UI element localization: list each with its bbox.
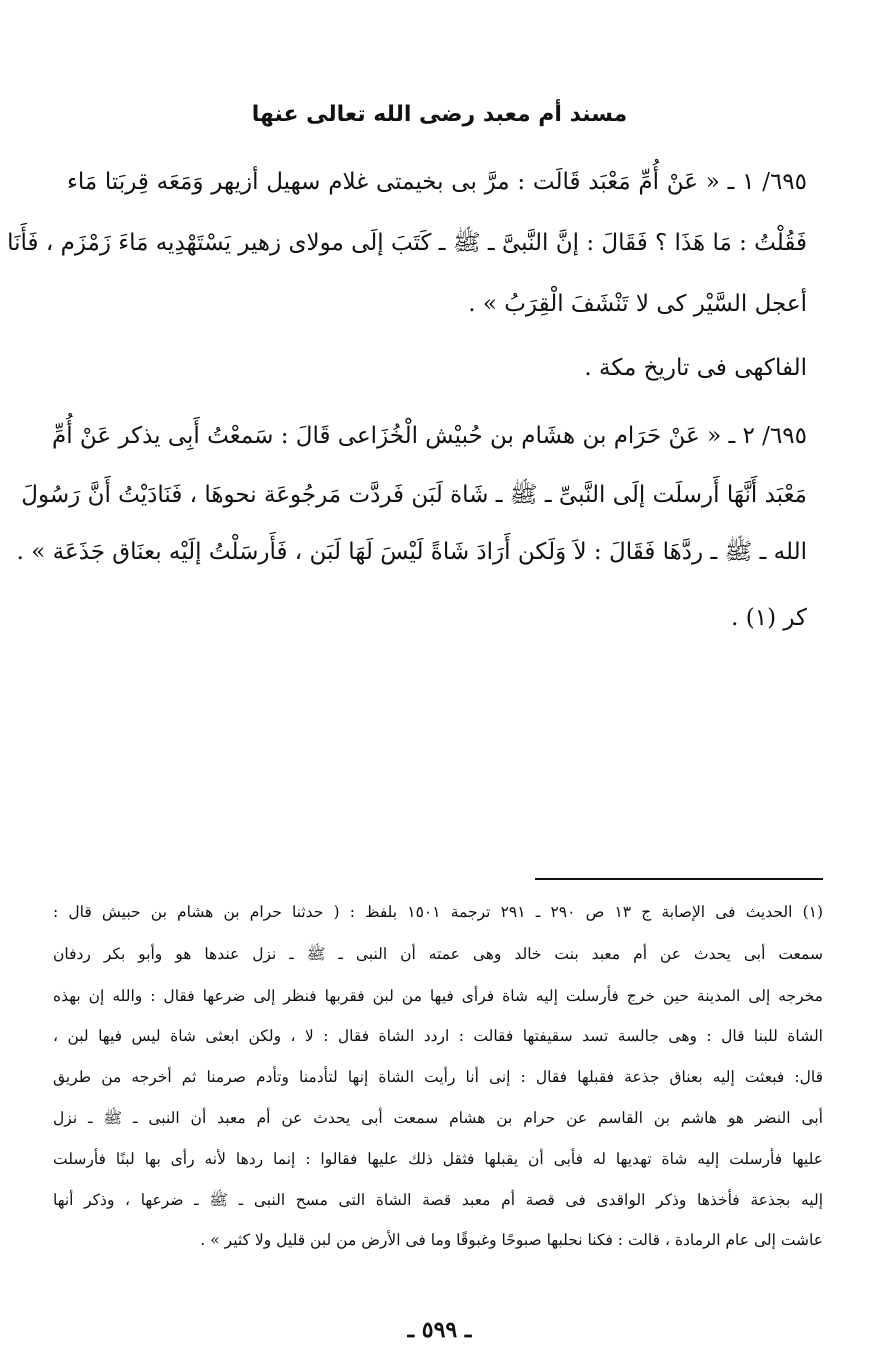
hadith-2-line-1: ٦٩٥/ ٢ ـ « عَنْ حَرَام بن هشَام بن حُبيْش الْخُزَاعى قَالَ : سَمعْتُ أَبِى يذكر عَنْ أُمِّ	[51, 423, 807, 449]
hadith-1-line-3: أعجل السَّيْر كى لا تَنْشَفَ الْقِرَبُ » .	[468, 291, 807, 317]
hadith-1-line-1: ٦٩٥/ ١ ـ « عَنْ أُمِّ مَعْبَد قَالَت : مرَّ بى بخيمتى غلام سهيل أزيهر وَمَعَه قِربَتا مَاء	[67, 169, 807, 195]
footnote-line-8: إليه بجذعة فأخذها وذكر الواقدى فى قصة أم معبد قصة الشاة التى مسح النبى ـ ﷺ ـ ضرعها ، وذكر أنها	[53, 1191, 823, 1209]
footnote-line-4: الشاة للبنا قال : وهى جالسة تسد سقيفتها فقالت : اردد الشاة فقال : لا ، ولكن ابعثى شاة ليس فيها لبن ،	[53, 1027, 823, 1045]
footnote-divider	[535, 878, 823, 880]
page-title: مسند أم معبد رضى الله تعالى عنها	[251, 102, 628, 127]
footnote-line-5: قال: فبعثت إليه بعناق جذعة فقبلها فقال : إنى أنا رأيت الشاة إنها لتأدمنا وتأدم صرمنا ثم أخرجه من طريق	[53, 1068, 823, 1086]
footnote-line-1: (١) الحديث فى الإصابة ج ١٣ ص ٢٩٠ ـ ٢٩١ ترجمة ١٥٠١ بلفظ : ( حدثنا حرام بن هشام بن حبيش قال :	[53, 903, 824, 921]
hadith-1-line-2: فَقُلْتُ : مَا هَذَا ؟ فَقَالَ : إنَّ النَّبىَّ ـ ﷺ ـ كَتَبَ إلَى مولاى زهير يَسْتَهْدِيه مَاءَ زَمْزَم ، فَأَنَا	[7, 230, 807, 256]
footnote-line-9: عاشت إلى عام الرمادة ، قالت : فكنا نحلبها صبوحًا وغبوقًا وما فى الأرض من لبن قليل ولا كثير » .	[200, 1231, 823, 1249]
footnote-line-6: أبى النضر هو هاشم بن القاسم عن حرام بن هشام سمعت أبى يحدث عن أم معبد أن النبى ـ ﷺ ـ نزل	[53, 1109, 823, 1127]
footnote-line-3: مخرجه إلى المدينة حين خرج فأرسلت إليه شاة فرأى فيها من لبن فقربها فنظر إلى ضرعها فقال : والله إن بهذه	[53, 987, 823, 1005]
hadith-2-line-2: مَعْبَد أَنَّهَا أَرسلَت إلَى النَّبىِّ ـ ﷺ ـ شَاة لَبَن فَردَّت مَرجُوعَة نحوهَا ، فَنَادَيْتُ أَنَّ رَسُولَ	[21, 482, 807, 508]
hadith-2-line-3: الله ـ ﷺ ـ ردَّهَا فَقَالَ : لاَ وَلَكن أَرَادَ شَاةً لَيْسَ لَهَا لَبَن ، فَأَرسَلْتُ إلَيْه بعنَاق جَذَعَة » .	[16, 539, 807, 565]
footnote-line-2: سمعت أبى يحدث عن أم معبد بنت خالد وهى عمته أن النبى ـ ﷺ ـ نزل عندها هو وأبو بكر ردفان	[53, 945, 823, 963]
page-number: ـ ٥٩٩ ـ	[407, 1317, 472, 1343]
footnote-line-7: عليها فأرسلت إليه شاة تهديها له فأبى أن يقبلها فثقل ذلك عليها فقالوا : إنما ردها لأنه رأى بها لبنًا فأرسلت	[53, 1150, 823, 1168]
hadith-1-source: الفاكهى فى تاريخ مكة .	[584, 355, 807, 381]
hadith-2-source: كر (١) .	[731, 605, 807, 631]
